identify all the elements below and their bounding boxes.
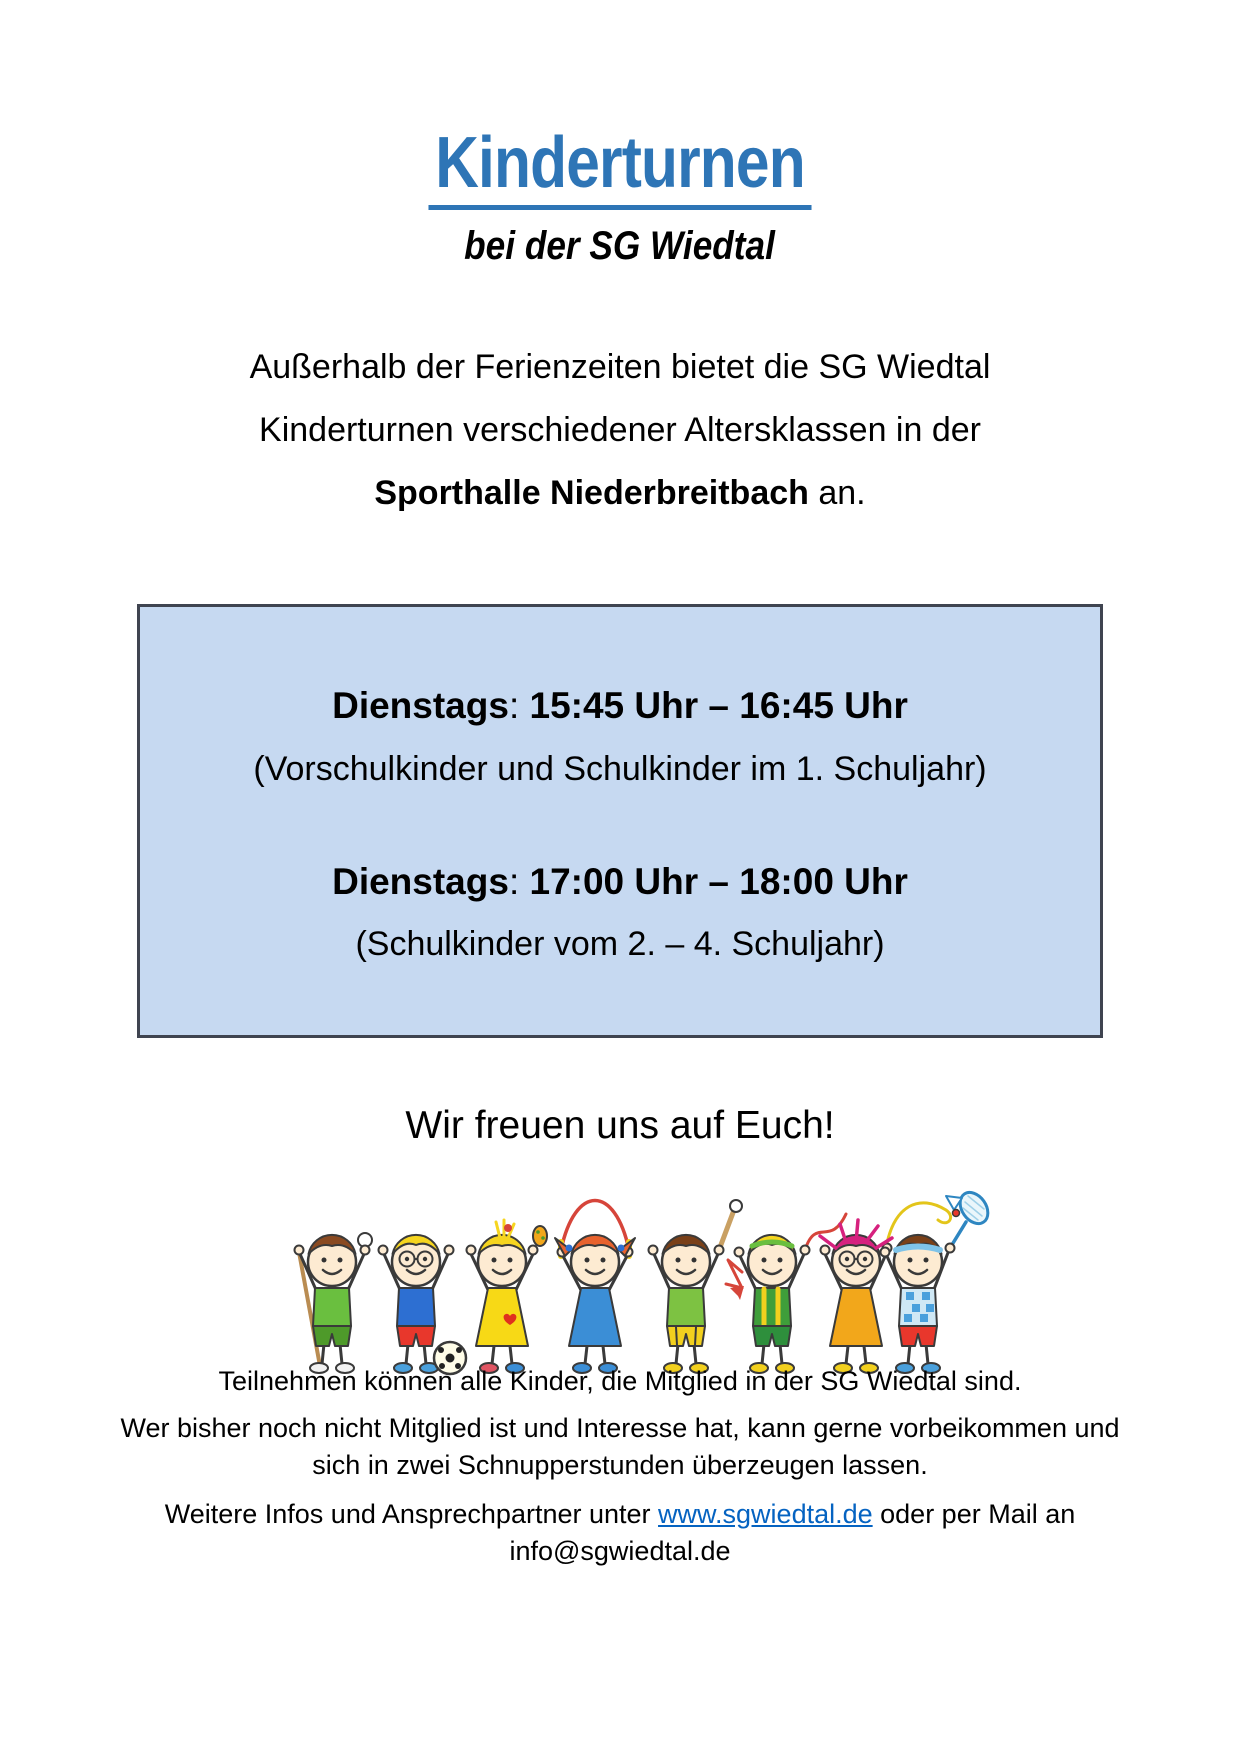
footer-trial-paragraph xyxy=(0,1410,1240,1484)
kid-yellow-dress-girl xyxy=(467,1220,548,1373)
website-link[interactable]: www.sgwiedtal.de xyxy=(658,1499,873,1529)
intro-paragraph xyxy=(0,336,1240,525)
kid-ribbon-boy xyxy=(726,1214,846,1373)
session-2-group: (Schulkinder vom 2. – 4. Schuljahr) xyxy=(355,925,885,963)
closing-line: Wir freuen uns auf Euch! xyxy=(405,1104,835,1147)
session-2-hours: 17:00 Uhr – 18:00 Uhr xyxy=(529,861,908,902)
session-2-separator: : xyxy=(508,861,530,902)
kid-green-boy xyxy=(295,1233,373,1373)
children-illustration-svg xyxy=(280,1182,960,1382)
footer-membership-line: Teilnehmen können alle Kinder, die Mitglied in der SG Wiedtal sind. xyxy=(218,1366,1022,1396)
session-1-day: Dienstags xyxy=(332,685,509,726)
children-playing-sports-illustration xyxy=(280,1182,960,1382)
kid-jump-rope-girl xyxy=(555,1201,635,1374)
kid-soccer-boy xyxy=(379,1235,467,1374)
session-2-day: Dienstags xyxy=(332,861,509,902)
intro-venue-bold: Sporthalle Niederbreitbach xyxy=(374,474,809,512)
footer-contact-paragraph xyxy=(0,1496,1240,1570)
page-subtitle: bei der SG Wiedtal xyxy=(464,224,776,268)
footer-trial-line-1: Wer bisher noch nicht Mitglied ist und Interesse hat, kann gerne vorbeikommen und xyxy=(120,1413,1120,1443)
footer-trial-line-2: sich in zwei Schnupperstunden überzeugen lassen. xyxy=(312,1450,928,1480)
session-2-time xyxy=(140,861,1100,903)
footer-contact-prefix: Weitere Infos und Ansprechpartner unter xyxy=(164,1499,659,1529)
session-1-hours: 15:45 Uhr – 16:45 Uhr xyxy=(529,685,908,726)
footer-contact-suffix: oder per Mail an xyxy=(872,1499,1076,1529)
session-1-time xyxy=(140,685,1100,727)
schedule-box xyxy=(137,604,1103,1038)
subtitle-row xyxy=(0,224,1240,269)
footer-email: info@sgwiedtal.de xyxy=(509,1536,731,1566)
intro-line-1: Außerhalb der Ferienzeiten bietet die SG Wiedtal xyxy=(249,348,991,386)
intro-suffix: an. xyxy=(808,474,866,512)
title-row xyxy=(0,123,1240,210)
session-1-separator: : xyxy=(508,685,530,726)
page-title: Kinderturnen xyxy=(428,126,811,210)
session-1-group: (Vorschulkinder und Schulkinder im 1. Schuljahr) xyxy=(253,750,987,788)
intro-line-2: Kinderturnen verschiedener Altersklassen in der xyxy=(259,411,981,449)
kid-bat-boy xyxy=(649,1200,743,1373)
